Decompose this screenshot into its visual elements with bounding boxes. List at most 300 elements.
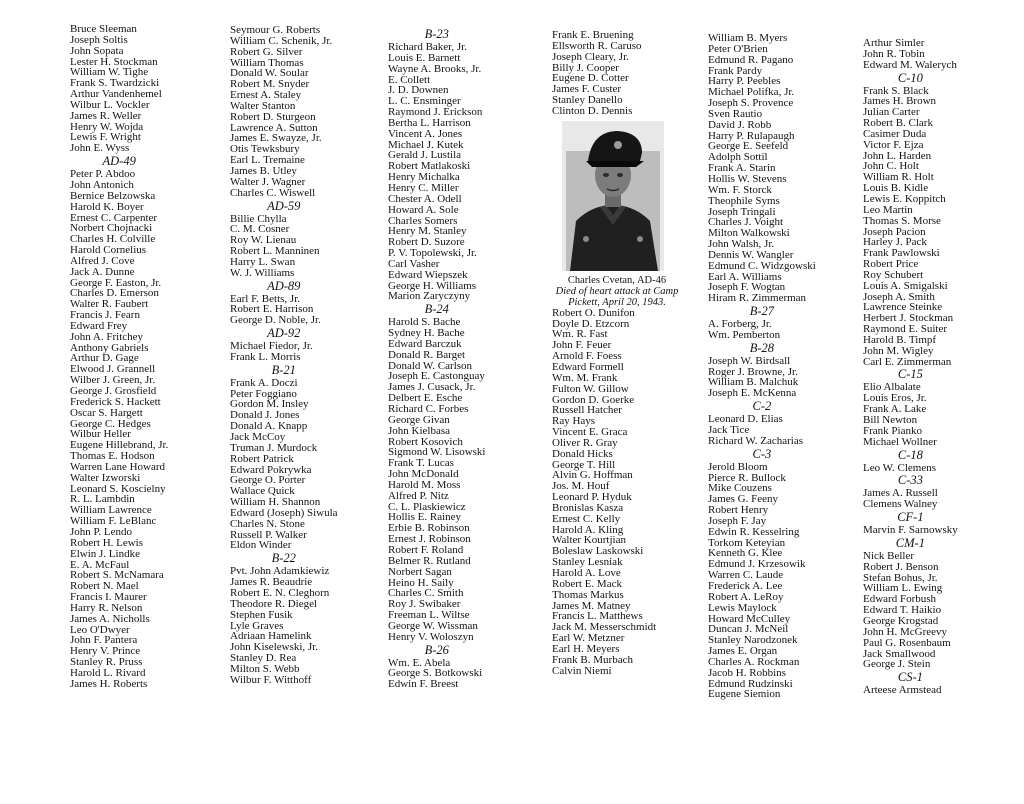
- name-entry: Wm. M. Frank: [552, 371, 618, 384]
- name-entry: Casimer Duda: [863, 127, 927, 140]
- roster-group: [863, 367, 958, 447]
- name-entry: Harold A. Kling: [552, 523, 624, 536]
- roster-group: [863, 71, 958, 368]
- name-entry: Kenneth G. Klee: [708, 547, 783, 560]
- roster-group: [388, 643, 486, 691]
- roster-group: [388, 27, 486, 302]
- roster-group: [863, 448, 958, 474]
- name-entry: Robert Henry: [708, 504, 769, 517]
- name-entry: Leo O'Dwyer: [70, 623, 130, 636]
- name-entry: Frank S. Twardzicki: [70, 77, 160, 90]
- name-entry: Erbie B. Robinson: [388, 522, 470, 535]
- name-entry: Edward Barczuk: [388, 337, 462, 350]
- name-entry: George W. Wissman: [388, 619, 478, 632]
- name-entry: George J. Grosfield: [70, 385, 157, 397]
- name-entry: Robert Price: [863, 258, 919, 271]
- name-entry: Frank A. Starin: [708, 162, 776, 175]
- name-entry: William Lawrence: [70, 504, 152, 517]
- name-entry: Robert D. Suzore: [388, 236, 465, 249]
- name-entry: Joseph S. Provence: [708, 97, 794, 110]
- name-entry: Stanley R. Pruss: [70, 656, 143, 669]
- name-entry: R. L. Lambdin: [70, 493, 135, 506]
- name-entry: Eugene Siemion: [708, 688, 781, 701]
- name-entry: Russell P. Walker: [230, 528, 307, 541]
- name-entry: Louis E. Barnett: [388, 51, 461, 64]
- name-entry: Edmund J. Krzesowik: [708, 558, 806, 571]
- name-entry: Ray Hays: [552, 415, 596, 428]
- name-entry: Fulton W. Gillow: [552, 382, 629, 395]
- unit-header: C-33: [897, 473, 923, 488]
- name-entry: Donald A. Knapp: [230, 420, 308, 433]
- name-entry: Alfred J. Cove: [70, 254, 135, 267]
- name-entry: Carl E. Zimmerman: [863, 355, 952, 368]
- name-entry: Harold S. Bache: [388, 316, 461, 329]
- roster-column-6: [863, 38, 958, 696]
- roster-group: [388, 302, 486, 642]
- name-entry: Henry W. Wojda: [70, 120, 144, 133]
- name-entry: Michael Fiedor, Jr.: [230, 340, 313, 353]
- name-entry: John R. Tobin: [863, 47, 925, 60]
- name-entry: Jack Tice: [708, 424, 750, 436]
- name-entry: Ellsworth R. Caruso: [552, 39, 642, 52]
- name-entry: Elwin J. Lindke: [70, 547, 140, 560]
- name-entry: Edward Wiepszek: [388, 268, 468, 281]
- name-entry: Leo Martin: [863, 203, 913, 216]
- name-entry: Frank Pawlowski: [863, 247, 940, 260]
- name-entry: Bernice Belzowska: [70, 189, 156, 202]
- unit-header: B-26: [424, 642, 449, 657]
- name-entry: Adolph Sottil: [708, 151, 768, 164]
- name-entry: William B. Malchuk: [708, 376, 799, 389]
- name-entry: Robert F. Roland: [388, 543, 464, 556]
- name-entry: Frank E. Bruening: [552, 29, 634, 41]
- roster-group: [708, 447, 816, 701]
- name-entry: Torkom Keteyian: [708, 536, 786, 549]
- name-entry: James F. Custer: [552, 83, 622, 96]
- name-entry: Harold L. Rivard: [70, 666, 146, 679]
- roster-group: [863, 536, 958, 670]
- unit-header: C-15: [897, 367, 923, 382]
- name-entry: Marion Zaryczyny: [388, 290, 471, 303]
- name-entry: George F. Easton, Jr.: [70, 276, 162, 289]
- name-entry: Bertha L. Harrison: [388, 116, 471, 129]
- roster-group: [863, 38, 958, 71]
- name-entry: Russell Hatcher: [552, 404, 622, 417]
- name-entry: Edward Pokrywka: [230, 463, 312, 476]
- unit-header: B-27: [749, 304, 775, 319]
- roster-group: [708, 399, 816, 447]
- name-entry: Delbert E. Esche: [388, 392, 463, 405]
- name-entry: Sven Rautio: [708, 107, 763, 120]
- unit-header: AD-92: [267, 326, 301, 341]
- name-entry: Victor F. Ejza: [863, 138, 924, 151]
- name-entry: Gerald J. Lustila: [388, 149, 462, 162]
- name-entry: A. Forberg, Jr.: [708, 318, 772, 331]
- name-entry: Frank A. Doczi: [230, 376, 298, 389]
- name-entry: Vincent A. Jones: [388, 127, 463, 140]
- name-entry: Milton Walkowski: [708, 227, 790, 240]
- name-entry: George D. Noble, Jr.: [230, 314, 321, 327]
- name-entry: Jack M. Messerschmidt: [552, 621, 657, 634]
- roster-column-1: [70, 24, 168, 690]
- name-entry: Edmund Rudzinski: [708, 677, 793, 690]
- name-entry: Wilbur Heller: [70, 428, 131, 441]
- caption-died-line: Died of heart attack at Camp: [555, 285, 679, 297]
- soldier-photo: [562, 121, 664, 271]
- name-entry: Francis J. Fearn: [70, 309, 140, 322]
- name-entry: Peter Foggiano: [230, 387, 297, 400]
- name-entry: Raymond E. Suiter: [863, 323, 948, 336]
- name-entry: Carl Vasher: [388, 257, 440, 270]
- name-entry: Joseph Soltis: [70, 33, 128, 46]
- name-entry: Wallace Quick: [230, 485, 295, 498]
- name-entry: Robert Matlakoski: [388, 160, 471, 173]
- roster-column-3: [388, 27, 486, 690]
- name-entry: C. M. Cosner: [230, 223, 290, 236]
- name-entry: Hollis W. Stevens: [708, 172, 787, 185]
- name-entry: Robert J. Benson: [863, 560, 939, 573]
- name-entry: James H. Roberts: [70, 677, 148, 690]
- name-entry: Clinton D. Dennis: [552, 104, 633, 117]
- unit-header: CF-1: [897, 510, 924, 525]
- name-entry: Leonard S. Koscielny: [70, 482, 166, 495]
- name-entry: Robert E. Harrison: [230, 303, 314, 316]
- name-entry: Harley J. Pack: [863, 236, 927, 249]
- name-entry: Frank B. Murbach: [552, 653, 633, 666]
- name-entry: Warren Lane Howard: [70, 460, 166, 473]
- name-entry: Stanley D. Rea: [230, 652, 297, 665]
- name-entry: William W. Tighe: [70, 66, 149, 79]
- name-entry: George T. Hill: [552, 458, 616, 471]
- name-entry: Harry R. Nelson: [70, 601, 143, 614]
- name-entry: Joseph W. Birdsall: [708, 354, 791, 367]
- name-entry: Billie Chylla: [230, 212, 287, 225]
- name-entry: William C. Schenik, Jr.: [230, 34, 333, 47]
- name-entry: Jack A. Dunne: [70, 265, 135, 278]
- name-entry: Roy W. Lienau: [230, 234, 297, 247]
- unit-header: B-22: [271, 551, 296, 566]
- name-entry: Edward M. Walerych: [863, 58, 957, 71]
- name-entry: Robert S. McNamara: [70, 569, 164, 582]
- name-entry: Heino H. Saily: [388, 576, 454, 589]
- name-entry: Louis Eros, Jr.: [863, 392, 927, 405]
- name-entry: Eldon Winder: [230, 539, 292, 552]
- unit-header: C-18: [897, 447, 923, 462]
- name-entry: Earl H. Meyers: [552, 642, 620, 655]
- roster-group: [863, 670, 958, 696]
- name-entry: Lyle Graves: [230, 619, 284, 632]
- name-entry: Nick Beller: [863, 549, 915, 562]
- name-entry: Donald R. Barget: [388, 348, 466, 361]
- name-entry: Chester A. Odell: [388, 192, 462, 205]
- unit-header: CM-1: [895, 535, 925, 550]
- name-entry: Francis I. Maurer: [70, 591, 147, 604]
- name-entry: Lewis Maylock: [708, 601, 777, 614]
- name-entry: Wm. Pemberton: [708, 328, 781, 341]
- unit-header: AD-59: [267, 198, 301, 213]
- name-entry: John A. Fritchey: [70, 330, 144, 343]
- name-entry: Milton S. Webb: [230, 662, 300, 675]
- name-entry: Edwin F. Breest: [388, 678, 459, 691]
- name-entry: Robert D. Sturgeon: [230, 110, 316, 123]
- roster-group: [708, 341, 816, 399]
- name-entry: William R. Holt: [863, 171, 934, 184]
- name-entry: Wm. E. Abela: [388, 656, 451, 669]
- name-entry: Edward (Joseph) Siwula: [230, 506, 338, 519]
- name-entry: Edmund R. Pagano: [708, 53, 794, 66]
- name-entry: Paul G. Rosenbaum: [863, 636, 951, 649]
- unit-header: AD-49: [102, 154, 136, 169]
- name-entry: Bruce Sleeman: [70, 23, 137, 35]
- soldier-portrait-icon: [562, 121, 664, 271]
- name-entry: James J. Cusack, Jr.: [388, 381, 476, 394]
- unit-header: C-10: [897, 70, 923, 85]
- roster-group: [708, 33, 816, 304]
- name-entry: James G. Feeny: [708, 493, 778, 506]
- name-entry: Arthur D. Gage: [70, 352, 139, 365]
- name-entry: Wilbur F. Witthoff: [230, 673, 312, 686]
- name-entry: Anthony Gabriels: [70, 341, 149, 354]
- name-entry: Lawrence A. Sutton: [230, 121, 318, 134]
- name-entry: Earl L. Tremaine: [230, 154, 305, 167]
- name-entry: Marvin F. Sarnowsky: [863, 524, 958, 537]
- roster-group: [230, 279, 338, 327]
- name-entry: Earl A. Williams: [708, 270, 782, 283]
- name-entry: John Sopata: [70, 44, 124, 57]
- name-entry: George O. Porter: [230, 474, 306, 487]
- name-entry: Stefan Bohus, Jr.: [863, 571, 938, 584]
- name-entry: W. J. Williams: [230, 266, 295, 279]
- roster-group: [863, 510, 958, 536]
- name-entry: Donald J. Jones: [230, 409, 300, 422]
- name-entry: Harold M. Moss: [388, 478, 461, 491]
- name-entry: Howard McCulley: [708, 612, 791, 625]
- name-entry: Lewis F. Wright: [70, 131, 141, 144]
- name-entry: Frederick S. Hackett: [70, 395, 161, 408]
- name-entry: George S. Botkowski: [388, 667, 483, 680]
- roster-group: [552, 121, 682, 308]
- name-entry: Charles H. Colville: [70, 233, 156, 246]
- name-entry: J. D. Downen: [388, 84, 449, 97]
- name-entry: Ernest J. Robinson: [388, 533, 471, 546]
- caption-name: Charles Cvetan, AD-46: [567, 274, 667, 286]
- name-entry: William H. Shannon: [230, 496, 321, 509]
- name-entry: George C. Hedges: [70, 417, 151, 430]
- name-entry: Pvt. John Adamkiewiz: [230, 565, 330, 578]
- name-entry: Michael J. Kutek: [388, 138, 464, 151]
- name-entry: Walter Kourtjian: [552, 534, 626, 547]
- name-entry: John Walsh, Jr.: [708, 238, 775, 251]
- roster-group: [230, 25, 338, 199]
- name-entry: Robert O. Dunifon: [552, 306, 635, 319]
- name-entry: Adriaan Hamelink: [230, 630, 312, 643]
- roster-group: [552, 30, 682, 117]
- name-entry: John Kiselewski, Jr.: [230, 641, 318, 654]
- name-entry: Harry L. Swan: [230, 255, 296, 268]
- name-entry: Sigmond W. Lisowski: [388, 446, 486, 459]
- name-entry: Warren C. Laude: [708, 569, 784, 582]
- name-entry: Frank S. Black: [863, 84, 929, 97]
- name-entry: James M. Matney: [552, 599, 631, 612]
- name-entry: Oscar S. Hargett: [70, 406, 143, 419]
- name-entry: Eugene Hillebrand, Jr.: [70, 439, 169, 452]
- name-entry: John F. Feuer: [552, 339, 612, 352]
- name-entry: Richard Baker, Jr.: [388, 41, 467, 53]
- name-entry: Joseph Cleary, Jr.: [552, 50, 629, 63]
- name-entry: Joseph E. Castonguay: [388, 370, 485, 383]
- unit-header: CS-1: [897, 670, 923, 685]
- name-entry: George E. Seefeld: [708, 140, 789, 153]
- name-entry: Arthur Simler: [863, 37, 925, 49]
- name-entry: Richard W. Zacharias: [708, 434, 803, 447]
- name-entry: Thomas E. Hodson: [70, 450, 155, 463]
- name-entry: Frank Pardy: [708, 64, 763, 77]
- name-entry: Howard A. Sole: [388, 203, 459, 216]
- name-entry: Robert Patrick: [230, 452, 294, 465]
- name-entry: Charles J. Voight: [708, 216, 784, 229]
- name-entry: John Antonich: [70, 178, 134, 191]
- name-entry: Henry V. Woloszyn: [388, 630, 474, 643]
- name-entry: James B. Utley: [230, 164, 297, 177]
- name-entry: John P. Lendo: [70, 525, 133, 538]
- name-entry: Bronislas Kasza: [552, 501, 624, 514]
- name-entry: Wayne A. Brooks, Jr.: [388, 62, 482, 75]
- name-entry: Ernest A. Staley: [230, 89, 302, 102]
- name-entry: Donald W. Carlson: [388, 359, 473, 372]
- name-entry: Gordon M. Insley: [230, 398, 309, 411]
- name-entry: Edward Forbush: [863, 593, 937, 606]
- name-entry: L. C. Ensminger: [388, 95, 461, 108]
- name-entry: Robert N. Mael: [70, 580, 139, 593]
- photo-caption: [552, 275, 682, 308]
- name-entry: E. Collett: [388, 73, 431, 86]
- name-entry: Robert E. N. Cleghorn: [230, 586, 330, 599]
- name-entry: Edward T. Haikio: [863, 604, 942, 617]
- name-entry: Billy J. Cooper: [552, 61, 619, 74]
- name-entry: Stanley Danello: [552, 94, 623, 107]
- name-entry: Charles A. Rockman: [708, 655, 800, 668]
- name-entry: Richard C. Forbes: [388, 403, 469, 415]
- name-entry: Robert E. Mack: [552, 577, 622, 590]
- name-entry: Stephen Fusik: [230, 608, 293, 621]
- name-entry: Julian Carter: [863, 106, 920, 119]
- roster-group: [230, 326, 338, 363]
- name-entry: Frederick A. Lee: [708, 579, 783, 592]
- caption-date-line: Pickett, April 20, 1943.: [568, 296, 666, 308]
- name-entry: Lawrence Steinke: [863, 301, 943, 314]
- name-entry: Peter O'Brien: [708, 42, 768, 55]
- name-entry: John F. Pantera: [70, 634, 138, 647]
- name-entry: Edwin R. Kesselring: [708, 525, 800, 538]
- name-entry: Michael Polifka, Jr.: [708, 86, 795, 99]
- name-entry: Sydney H. Bache: [388, 327, 465, 340]
- roster-column-2: [230, 25, 338, 686]
- unit-header: C-2: [752, 399, 772, 414]
- name-entry: Henry M. Stanley: [388, 225, 467, 238]
- name-entry: Herbert J. Stockman: [863, 312, 954, 325]
- name-entry: George Krogstad: [863, 614, 939, 627]
- name-entry: Jerold Bloom: [708, 460, 768, 473]
- name-entry: Charles N. Stone: [230, 517, 305, 530]
- roster-group: [552, 308, 682, 677]
- roster-column-4: [552, 30, 682, 676]
- name-entry: Pierce R. Bullock: [708, 471, 786, 484]
- name-entry: James E. Swayze, Jr.: [230, 132, 322, 145]
- name-entry: Henry Michalka: [388, 171, 460, 184]
- name-entry: Roy J. Swibaker: [388, 598, 461, 611]
- name-entry: James R. Weller: [70, 109, 142, 122]
- name-entry: Eugene D. Cotter: [552, 72, 629, 85]
- name-entry: Wilbur L. Vockler: [70, 98, 150, 111]
- name-entry: Louis B. Kidle: [863, 182, 929, 195]
- name-entry: Leo W. Clemens: [863, 461, 937, 474]
- name-entry: Duncan J. McNeil: [708, 623, 789, 636]
- name-entry: Wm. F. Storck: [708, 183, 772, 196]
- name-entry: E. A. McFaul: [70, 558, 130, 571]
- name-entry: Joseph Pacion: [863, 225, 926, 238]
- name-entry: James A. Russell: [863, 487, 938, 500]
- photo-block: [552, 121, 682, 308]
- name-entry: David J. Robb: [708, 118, 772, 131]
- name-entry: Jack McCoy: [230, 431, 286, 443]
- name-entry: Roger J. Browne, Jr.: [708, 365, 798, 378]
- name-entry: Donald Hicks: [552, 447, 613, 460]
- name-entry: Roy Schubert: [863, 268, 924, 281]
- name-entry: Alfred P. Nitz: [388, 489, 449, 502]
- name-entry: Hiram R. Zimmerman: [708, 292, 807, 305]
- name-entry: Oliver R. Gray: [552, 436, 618, 449]
- roster-group: [70, 24, 168, 154]
- name-entry: Peter P. Abdoo: [70, 168, 136, 181]
- name-entry: Belmer R. Rutland: [388, 554, 471, 567]
- name-entry: Walter J. Wagner: [230, 175, 306, 188]
- name-entry: Robert M. Snyder: [230, 78, 310, 91]
- name-entry: Harold Cornelius: [70, 244, 147, 257]
- roster-group: [708, 304, 816, 341]
- name-entry: Harry P. Peebles: [708, 75, 781, 88]
- name-entry: Thomas Markus: [552, 588, 624, 601]
- name-entry: Thomas S. Morse: [863, 214, 941, 227]
- name-entry: Theophile Syms: [708, 194, 780, 207]
- name-entry: Ernest C. Carpenter: [70, 211, 158, 224]
- name-entry: George J. Stein: [863, 658, 931, 671]
- name-entry: Earl W. Metzner: [552, 632, 625, 645]
- name-entry: Francis L. Matthews: [552, 610, 643, 623]
- name-entry: Stanley Narodzonek: [708, 634, 798, 647]
- unit-header: B-24: [424, 302, 449, 317]
- name-entry: Jos. M. Houf: [552, 480, 610, 493]
- name-entry: George Givan: [388, 413, 450, 426]
- unit-header: C-3: [752, 446, 772, 461]
- name-entry: Leonard P. Hyduk: [552, 491, 632, 504]
- roster-group: [230, 363, 338, 552]
- name-entry: Norbert Sagan: [388, 565, 452, 578]
- name-entry: Doyle D. Etzcorn: [552, 317, 630, 330]
- name-entry: Robert A. LeRoy: [708, 590, 784, 603]
- name-entry: Bill Newton: [863, 414, 918, 426]
- name-entry: John C. Holt: [863, 160, 919, 173]
- name-entry: Joseph A. Smith: [863, 290, 935, 303]
- name-entry: Lester H. Stockman: [70, 55, 158, 68]
- name-entry: James H. Brown: [863, 95, 937, 108]
- name-entry: Harold B. Timpf: [863, 333, 937, 346]
- name-entry: Elwood J. Grannell: [70, 363, 156, 376]
- name-entry: Elio Albalate: [863, 381, 921, 394]
- name-entry: Freeman L. Wiltse: [388, 609, 470, 622]
- name-entry: James E. Organ: [708, 645, 778, 658]
- name-entry: James A. Nicholls: [70, 612, 150, 625]
- roster-group: [230, 551, 338, 685]
